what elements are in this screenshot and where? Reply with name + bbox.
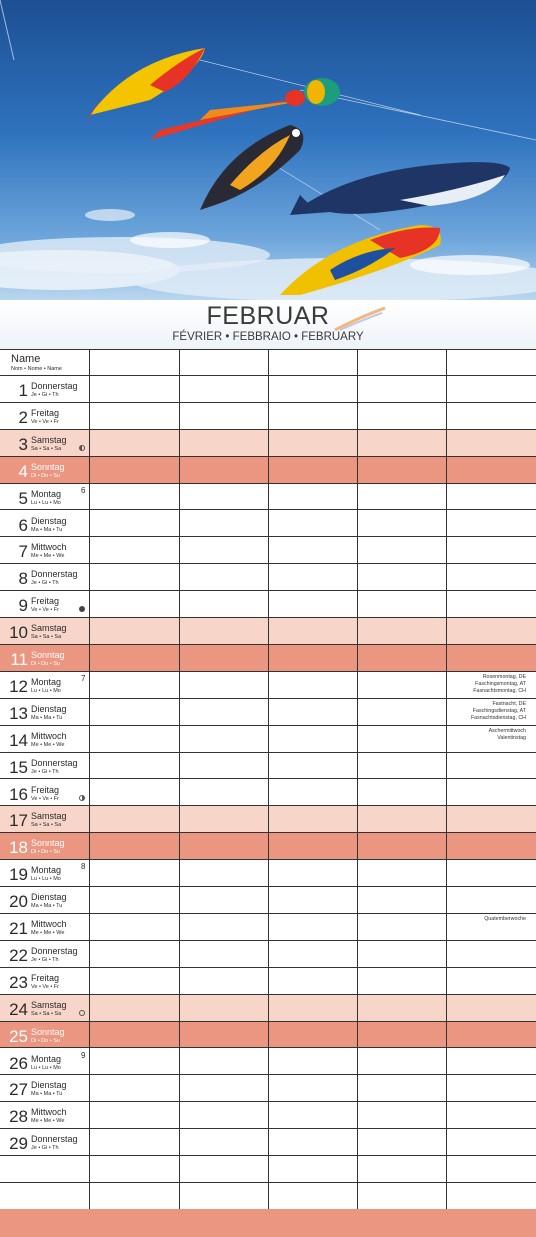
day-number: 4 — [18, 461, 28, 481]
day-abbreviations: Je • Gi • Th — [31, 956, 59, 963]
holiday-line: Fasnachtsmontag, CH — [473, 687, 526, 694]
day-abbreviations: Sa • Sa • Sa — [31, 822, 62, 829]
column-divider — [357, 349, 358, 1209]
day-name: Mittwoch — [31, 1107, 67, 1118]
day-name: Montag — [31, 676, 62, 687]
name-label-translations: Nom • Nome • Name — [11, 366, 62, 372]
day-abbreviations: Ve • Ve • Fr — [31, 607, 60, 614]
day-number: 25 — [9, 1026, 28, 1046]
day-number: 18 — [9, 838, 28, 858]
week-number: 8 — [81, 862, 86, 872]
day-name: Sonntag — [31, 650, 65, 660]
day-abbreviations: Ve • Ve • Fr — [31, 418, 60, 425]
day-name: Montag — [31, 488, 62, 499]
day-abbreviations: Sa • Sa • Sa — [31, 445, 62, 452]
day-number: 22 — [9, 945, 28, 965]
holiday-line: Faschingsdienstag, AT — [472, 707, 526, 714]
day-name: Freitag — [31, 407, 60, 418]
day-number: 21 — [9, 919, 28, 938]
day-name: Samstag — [31, 999, 67, 1010]
day-name: Dienstag — [31, 892, 67, 903]
day-abbreviations: Ma • Ma • Tu — [31, 1091, 63, 1098]
day-number: 5 — [18, 488, 28, 508]
day-number: 19 — [9, 865, 28, 885]
day-name: Freitag — [31, 972, 60, 983]
day-number: 12 — [9, 676, 28, 696]
day-abbreviations: Me • Me • We — [31, 553, 65, 560]
day-abbreviations: Me • Me • We — [31, 1118, 65, 1125]
month-title: FEBRUAR — [206, 302, 330, 330]
day-abbreviations: Je • Gi • Th — [31, 392, 59, 398]
holiday-line: Aschermittwoch — [488, 727, 526, 734]
day-name: Samstag — [31, 623, 67, 634]
day-name: Dienstag — [31, 1080, 67, 1091]
day-number: 8 — [18, 569, 28, 589]
day-abbreviations: Di • Do • Su — [31, 661, 60, 667]
column-divider — [179, 349, 180, 1209]
holiday-line: Rosenmontag, DE — [482, 673, 526, 680]
day-name: Freitag — [31, 784, 60, 795]
holiday-note — [436, 674, 526, 695]
holiday-note — [436, 728, 526, 742]
day-number: 23 — [9, 972, 28, 992]
day-abbreviations: Di • Do • Su — [31, 849, 60, 856]
day-number: 28 — [9, 1107, 28, 1127]
holiday-line: Fastnacht, DE — [492, 700, 526, 707]
day-name: Mittwoch — [31, 730, 67, 741]
week-number: 9 — [81, 1050, 86, 1060]
day-number: 9 — [18, 596, 28, 616]
holiday-note — [436, 701, 526, 722]
day-number: 17 — [9, 811, 28, 831]
name-label: Name — [11, 353, 41, 365]
day-number: 11 — [10, 650, 28, 669]
day-abbreviations: Di • Do • Su — [31, 1037, 60, 1044]
column-divider — [446, 349, 447, 1209]
moon-phase-icon — [79, 606, 85, 612]
moon-phase-icon — [79, 1010, 85, 1016]
day-abbreviations: Ma • Ma • Tu — [31, 714, 63, 721]
day-name: Dienstag — [31, 515, 67, 526]
day-abbreviations: Di • Do • Su — [31, 472, 60, 479]
header-photo — [0, 0, 536, 300]
day-name: Mittwoch — [31, 919, 67, 929]
day-name: Donnerstag — [31, 757, 78, 768]
day-number: 29 — [9, 1134, 28, 1154]
day-abbreviations: Je • Gi • Th — [31, 768, 59, 775]
day-number: 3 — [18, 434, 28, 454]
day-abbreviations: Sa • Sa • Sa — [31, 1010, 62, 1017]
day-name: Freitag — [31, 596, 60, 607]
day-name: Samstag — [31, 434, 67, 445]
day-abbreviations: Ve • Ve • Fr — [31, 795, 60, 802]
day-abbreviations: Ma • Ma • Tu — [31, 903, 63, 910]
day-abbreviations: Je • Gi • Th — [31, 580, 59, 587]
holiday-line: Faschingsmontag, AT — [475, 680, 526, 687]
day-number: 27 — [9, 1080, 28, 1100]
day-abbreviations: Sa • Sa • Sa — [31, 634, 62, 641]
day-abbreviations: Ma • Ma • Tu — [31, 526, 63, 533]
day-abbreviations: Ve • Ve • Fr — [31, 983, 60, 990]
day-abbreviations: Lu • Lu • Mo — [31, 1064, 61, 1071]
day-number: 13 — [9, 703, 28, 723]
day-number: 16 — [9, 784, 28, 804]
month-translations: FÉVRIER • FEBBRAIO • FEBRUARY — [172, 331, 364, 343]
day-number: 2 — [18, 407, 28, 427]
day-name: Sonntag — [31, 461, 65, 472]
day-number: 10 — [9, 623, 28, 643]
holiday-line: Fasnachtsdienstag, CH — [470, 714, 526, 721]
kites-photo — [0, 0, 536, 300]
day-name: Sonntag — [31, 1026, 65, 1037]
day-number: 7 — [18, 542, 28, 562]
day-abbreviations: Me • Me • We — [31, 741, 65, 748]
holiday-line: Quatemberwoche — [484, 916, 526, 922]
day-name: Samstag — [31, 811, 67, 822]
day-number: 6 — [18, 515, 28, 535]
day-number: 1 — [18, 381, 28, 400]
week-number: 6 — [81, 485, 86, 495]
column-divider — [268, 349, 269, 1209]
day-abbreviations: Je • Gi • Th — [31, 1145, 59, 1152]
day-name: Mittwoch — [31, 542, 67, 553]
week-number: 7 — [81, 673, 86, 683]
day-abbreviations: Me • Me • We — [31, 930, 65, 936]
day-name: Montag — [31, 865, 62, 876]
day-abbreviations: Lu • Lu • Mo — [31, 876, 61, 883]
holiday-note — [436, 916, 526, 923]
day-name: Donnerstag — [31, 381, 78, 391]
day-number: 14 — [9, 730, 28, 750]
moon-phase-icon — [79, 445, 85, 451]
day-name: Dienstag — [31, 703, 67, 714]
day-name: Montag — [31, 1053, 62, 1064]
day-abbreviations: Lu • Lu • Mo — [31, 499, 61, 506]
day-number: 20 — [9, 892, 28, 912]
holiday-line: Valentinstag — [497, 734, 526, 741]
day-abbreviations: Lu • Lu • Mo — [31, 687, 61, 694]
footer-band — [0, 1209, 536, 1237]
day-name: Sonntag — [31, 838, 65, 849]
day-name: Donnerstag — [31, 945, 78, 956]
day-number: 26 — [9, 1053, 28, 1073]
day-number: 24 — [9, 999, 28, 1019]
column-divider — [89, 349, 90, 1209]
day-name: Donnerstag — [31, 1134, 78, 1145]
moon-phase-icon — [79, 795, 85, 801]
day-name: Donnerstag — [31, 569, 78, 580]
day-number: 15 — [9, 757, 28, 777]
